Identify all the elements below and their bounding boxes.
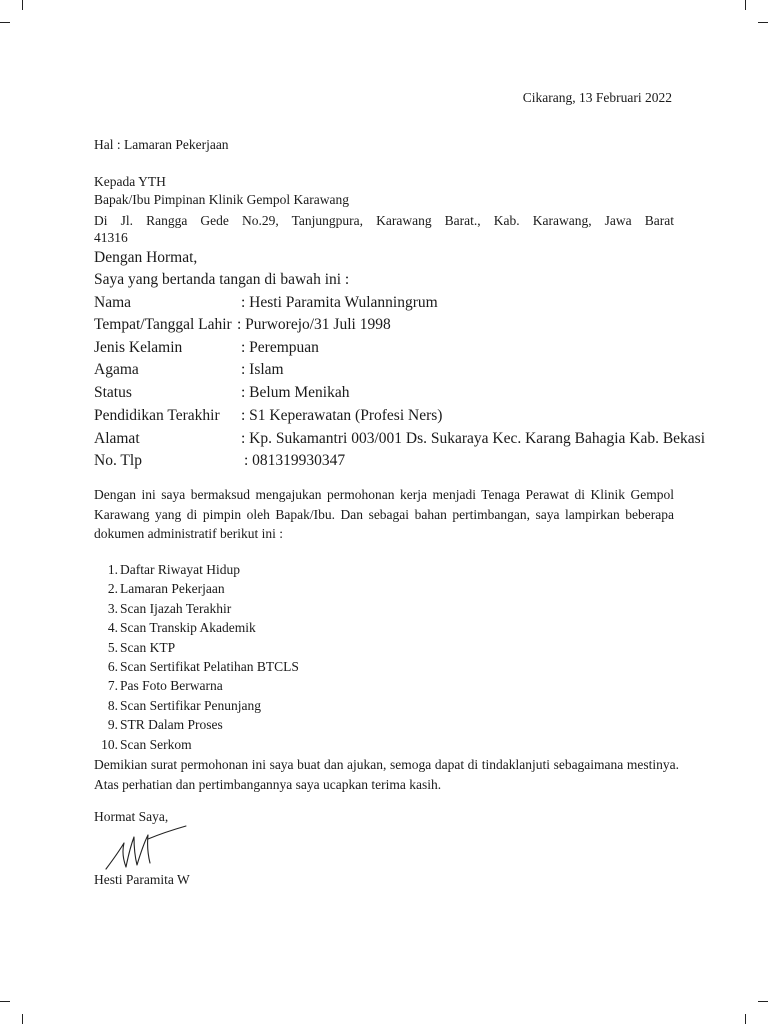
list-item: 3. Scan Ijazah Terakhir xyxy=(107,600,232,616)
crop-mark-br-v xyxy=(745,1014,746,1024)
recipient-line-3: Di Jl. Rangga Gede No.29, Tanjungpura, Karawang Barat., Kab. Karawang, Jawa Barat xyxy=(94,213,674,228)
recipient-line-4: 41316 xyxy=(94,230,128,245)
greeting: Dengan Hormat, xyxy=(94,249,198,266)
crop-mark-bl-v xyxy=(22,1014,23,1024)
field-value-jenis-kelamin: : Perempuan xyxy=(241,339,319,356)
list-item: 9. STR Dalam Proses xyxy=(107,717,223,733)
field-value-ttl: : Purworejo/31 Juli 1998 xyxy=(237,316,391,333)
list-item: 4. Scan Transkip Akademik xyxy=(107,620,256,636)
list-item: 1. Daftar Riwayat Hidup xyxy=(107,562,240,577)
signature-icon xyxy=(104,825,189,873)
field-label-agama: Agama xyxy=(94,361,139,378)
field-value-alamat: : Kp. Sukamantri 003/001 Ds. Sukaraya Kec. Karang Bahagia Kab. Bekasi xyxy=(241,430,706,447)
intro-line: Saya yang bertanda tangan di bawah ini : xyxy=(94,271,350,288)
closing-paragraph: Demikian surat permohonan ini saya buat dan ajukan, semoga dapat di tindaklanjuti sebagaimana mestinya. Atas perhatian dan pertimbangannya saya ucapkan terima kasih. xyxy=(94,757,679,792)
field-value-status: : Belum Menikah xyxy=(241,384,350,401)
recipient-line-2: Bapak/Ibu Pimpinan Klinik Gempol Karawang xyxy=(94,192,349,207)
field-label-nama: Nama xyxy=(94,294,132,311)
crop-mark-tr-h xyxy=(758,22,768,23)
field-label-ttl: Tempat/Tanggal Lahir xyxy=(94,316,232,333)
attachment-list xyxy=(94,560,299,754)
list-item: 10. Scan Serkom xyxy=(101,736,192,752)
field-label-status: Status xyxy=(94,384,132,401)
body-paragraph: Dengan ini saya bermaksud mengajukan permohonan kerja menjadi Tenaga Perawat di Klinik Gempol Karawang yang di pimpin oleh Bapak/Ibu. Dan sebagai bahan pertimbangan, saya lampirkan beberapa dokumen administratif berikut ini : xyxy=(94,487,674,541)
sign-off: Hormat Saya, xyxy=(94,809,169,824)
crop-mark-tl-v xyxy=(22,0,23,10)
field-label-alamat: Alamat xyxy=(94,430,140,447)
recipient-line-1: Kepada YTH xyxy=(94,174,166,189)
crop-mark-tl-h xyxy=(0,22,10,23)
field-value-nama: : Hesti Paramita Wulanningrum xyxy=(241,294,438,311)
field-label-no-tlp: No. Tlp xyxy=(94,452,142,469)
list-item: 6. Scan Sertifikat Pelatihan BTCLS xyxy=(107,658,299,674)
field-value-agama: : Islam xyxy=(241,361,284,378)
signer-name: Hesti Paramita W xyxy=(94,872,190,887)
field-label-jenis-kelamin: Jenis Kelamin xyxy=(94,339,183,356)
list-item: 7. Pas Foto Berwarna xyxy=(107,678,223,694)
field-value-no-tlp: : 081319930347 xyxy=(244,452,346,469)
list-item: 2. Lamaran Pekerjaan xyxy=(107,581,225,597)
list-item: 8. Scan Sertifikar Penunjang xyxy=(107,697,261,713)
crop-mark-bl-h xyxy=(0,1001,10,1002)
crop-mark-tr-v xyxy=(745,0,746,10)
field-label-pendidikan: Pendidikan Terakhir xyxy=(94,407,220,424)
subject-line: Hal : Lamaran Pekerjaan xyxy=(94,137,229,152)
crop-mark-br-h xyxy=(758,1001,768,1002)
list-item: 5. Scan KTP xyxy=(107,639,176,655)
field-value-pendidikan: : S1 Keperawatan (Profesi Ners) xyxy=(241,407,443,424)
place-date: Cikarang, 13 Februari 2022 xyxy=(522,90,672,105)
